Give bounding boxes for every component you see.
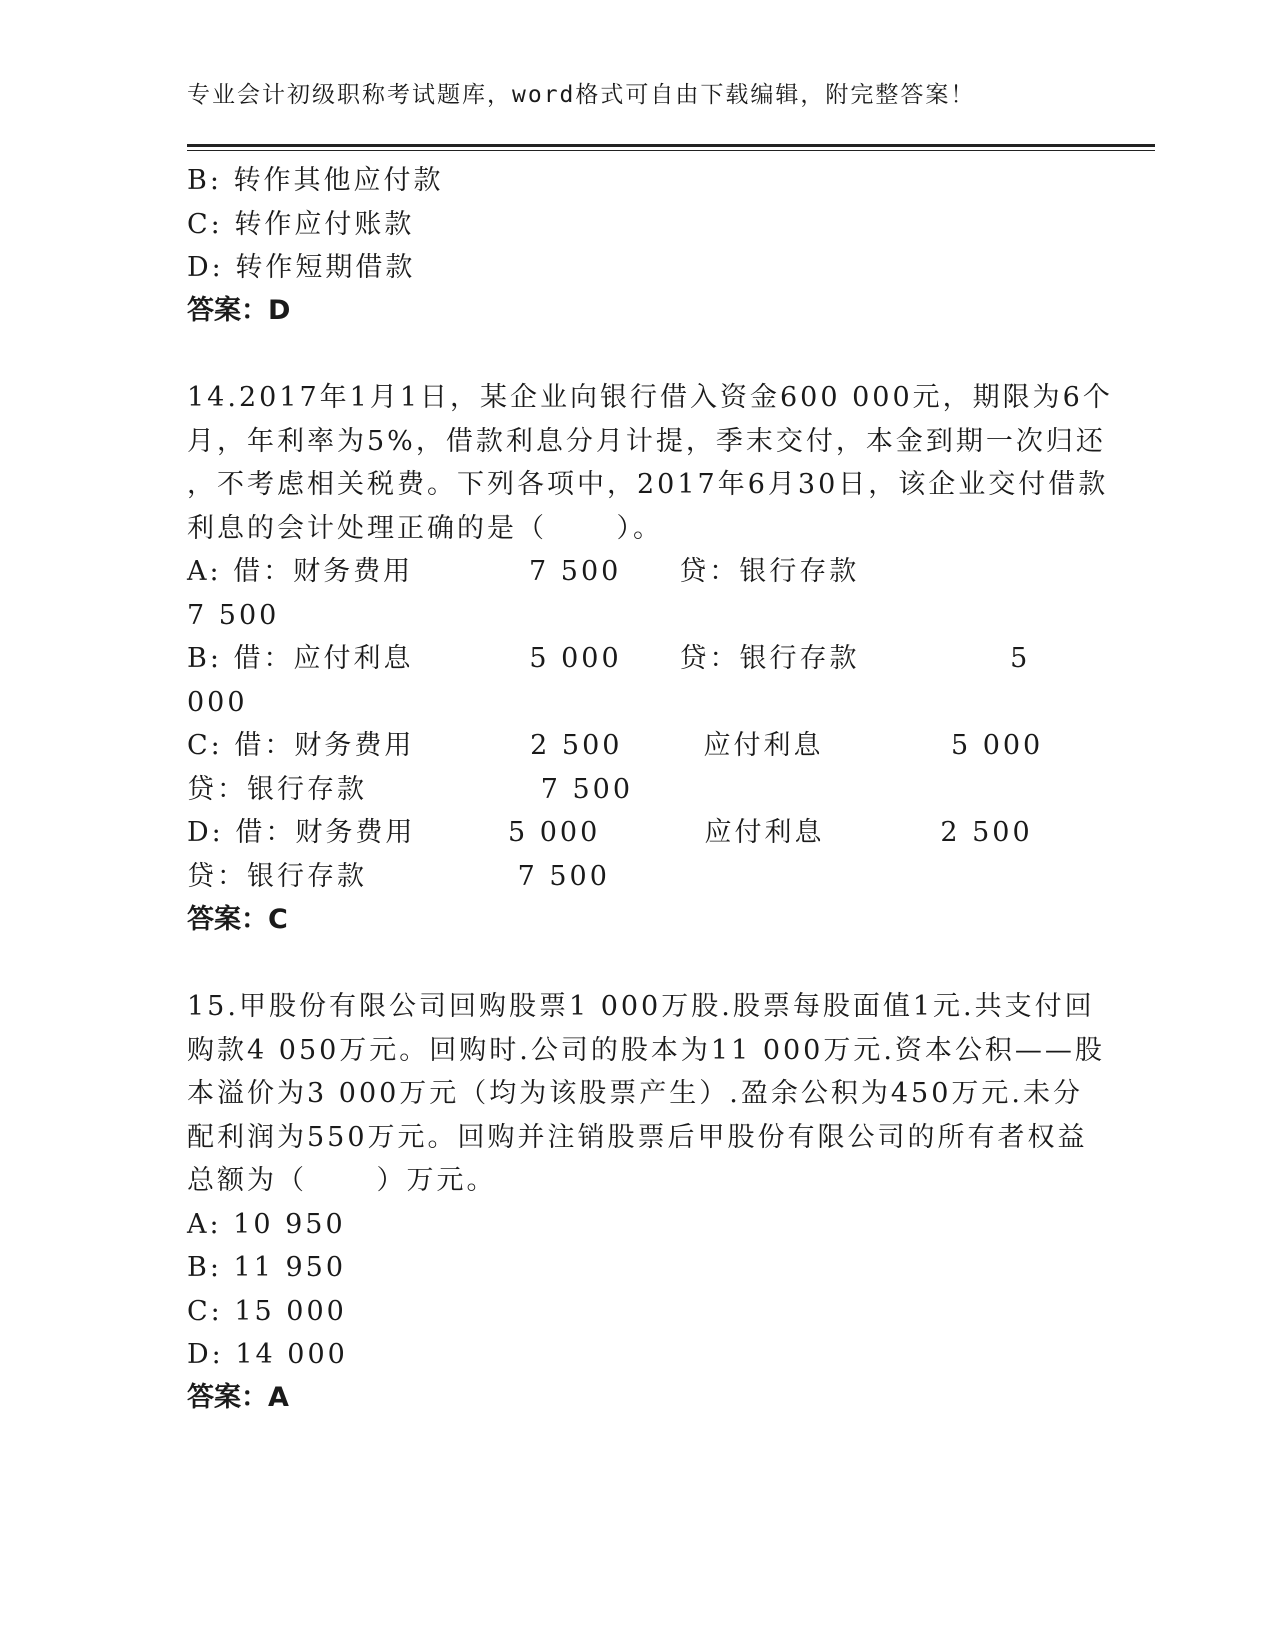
q13-option-d: D: 转作短期借款 [187, 252, 416, 283]
q14-option-b-cont: 000 [187, 687, 248, 718]
q13-option-c: C: 转作应付账款 [187, 209, 415, 240]
q14-option-a: A: 借：财务费用 7 500 贷：银行存款 [187, 556, 860, 587]
header-rule-thick [187, 144, 1155, 147]
q15-stem-line-3: 本溢价为3 000万元（均为该股票产生）.盈余公积为450万元.未分 [187, 1078, 1083, 1109]
q15-stem-line-5: 总额为（ ）万元。 [187, 1165, 497, 1196]
q14-option-d-cont: 贷：银行存款 7 500 [187, 861, 610, 892]
q14-stem-line-1: 14.2017年1月1日，某企业向银行借入资金600 000元，期限为6个 [187, 382, 1113, 413]
q15-option-b: B: 11 950 [187, 1252, 346, 1283]
q15-option-d: D: 14 000 [187, 1339, 348, 1370]
q14-option-c-cont: 贷：银行存款 7 500 [187, 774, 634, 805]
q15-stem-line-4: 配利润为550万元。回购并注销股票后甲股份有限公司的所有者权益 [187, 1122, 1088, 1153]
header-rule-thin [187, 150, 1155, 151]
q14-stem-line-3: ，不考虑相关税费。下列各项中，2017年6月30日，该企业交付借款 [187, 469, 1109, 500]
q14-stem-line-2: 月，年利率为5%，借款利息分月计提，季末交付，本金到期一次归还 [187, 426, 1106, 457]
q14-option-c: C: 借：财务费用 2 500 应付利息 5 000 [187, 730, 1044, 761]
q14-answer: 答案：C [187, 904, 288, 935]
q15-answer: 答案：A [187, 1382, 289, 1413]
q13-option-b: B: 转作其他应付款 [187, 165, 444, 196]
q13-answer: 答案：D [187, 295, 291, 326]
q14-option-b: B: 借：应付利息 5 000 贷：银行存款 5 [187, 643, 1031, 674]
page-header: 专业会计初级职称考试题库，word格式可自由下载编辑，附完整答案！ [187, 82, 976, 108]
q14-option-a-cont: 7 500 [187, 600, 280, 631]
q15-option-c: C: 15 000 [187, 1296, 347, 1327]
q15-stem-line-1: 15.甲股份有限公司回购股票1 000万股.股票每股面值1元.共支付回 [187, 991, 1095, 1022]
q14-option-d: D: 借：财务费用 5 000 应付利息 2 500 [187, 817, 1033, 848]
q14-stem-line-4: 利息的会计处理正确的是（ ）。 [187, 513, 663, 544]
q15-option-a: A: 10 950 [187, 1209, 346, 1240]
q15-stem-line-2: 购款4 050万元。回购时.公司的股本为11 000万元.资本公积——股 [187, 1035, 1105, 1066]
